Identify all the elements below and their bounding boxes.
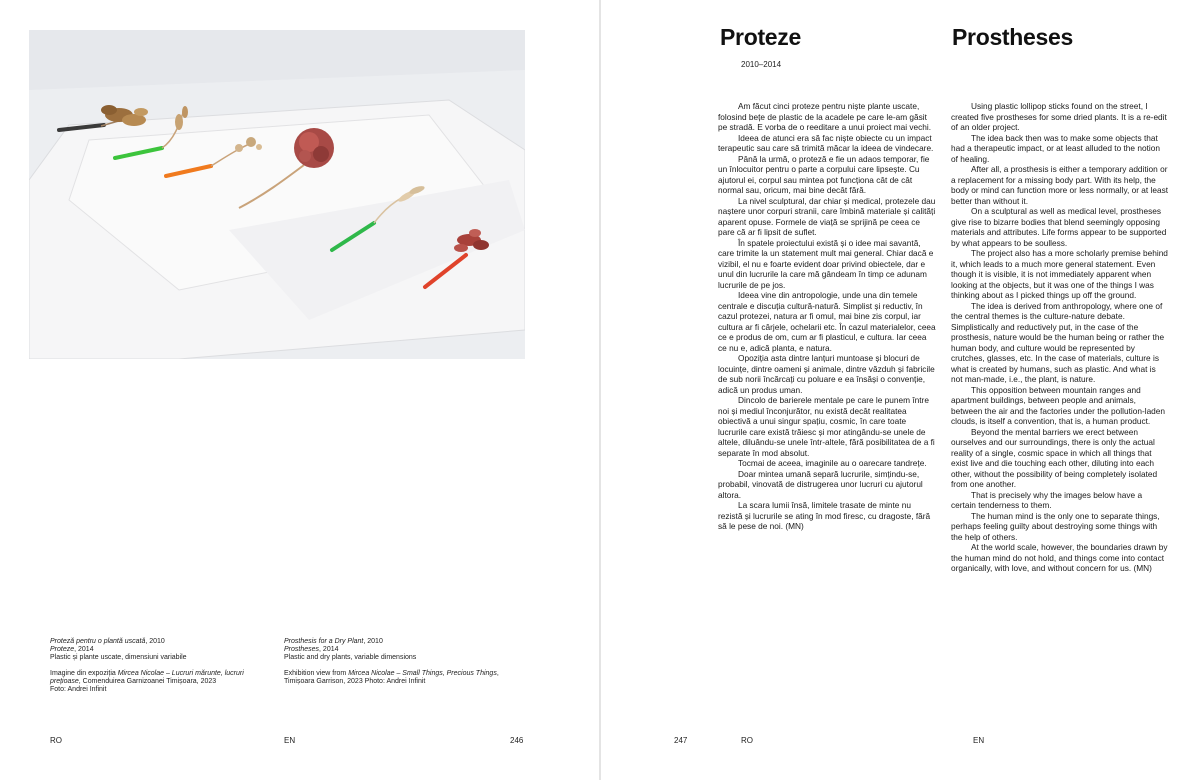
footer-lang-en-right: EN	[973, 736, 985, 745]
caption-ro-materials: Plastic și plante uscate, dimensiuni variabile	[50, 654, 187, 662]
en-paragraph: That is precisely why the images below have a certain tenderness to them.	[951, 489, 1143, 510]
caption-ro-exhibition-title: Mircea Nicolae – Lucruri mărunte, lucruri prețioase	[50, 669, 244, 685]
caption-ro-title-year: , 2010	[145, 638, 165, 645]
en-paragraph: The project also has a more scholarly premise behind it, which leads to a much more general statement. Even though it is visible, it is not immediately apparent when looking at the objects, but it was one of the things I was thinking about as I picked things up off the ground.	[951, 248, 1168, 300]
caption-ro-series-line	[50, 646, 270, 654]
caption-en-exhibition	[284, 670, 504, 686]
en-paragraph: The idea back then was to make some objects that had a therapeutic impact, or at least alluded to the notion of healing.	[951, 132, 1160, 164]
body-text-en	[951, 101, 1169, 574]
footer-lang-ro-left: RO	[50, 736, 62, 745]
caption-ro-credit: Foto: Andrei Infinit	[50, 686, 107, 694]
caption-en-exhibition-title: Mircea Nicolae – Small Things, Precious Things	[348, 669, 497, 677]
caption-en-title: Prosthesis for a Dry Plant	[284, 638, 364, 645]
ro-paragraph: Am făcut cinci proteze pentru niște plante uscate, folosind bețe de plastic de la acadele pe care le-am găsit pe stradă. E vorba de o reeditare a unui proiect mai vechi.	[718, 101, 932, 132]
ro-paragraph: La scara lumii însă, limitele trasate de minte nu rezistă și lucrurile se ating în mod firesc, cu dragoste, fără să le pese de noi. (MN)	[718, 500, 931, 531]
caption-ro-title-line	[50, 638, 270, 646]
right-page	[601, 0, 1200, 780]
caption-en-exhibition-prefix: Exhibition view from	[284, 669, 349, 677]
caption-ro-series-year: , 2014	[74, 646, 94, 654]
en-paragraph: The human mind is the only one to separate things, perhaps feeling guilty about destroying some things with the help of others.	[951, 510, 1160, 542]
caption-en-materials: Plastic and dry plants, variable dimensions	[284, 654, 417, 662]
caption-ro	[50, 638, 270, 694]
caption-ro-exhibition	[50, 670, 270, 686]
ro-paragraph: Ideea vine din antropologie, unde una din temele centrale e discuția cultură-natură. Simplist și reductiv, în cazul protezei, natura ar fi omul, mai bine zis corpul, iar cultura ar fi cârjele, ochelarii etc. În cazul materialelor, ceea ce e produs de om, cum ar fi plasticul, e cultura. Iar ceea ce nu e, adică planta, e natura.	[718, 290, 936, 353]
en-paragraph: Using plastic lollipop sticks found on the street, I created five prostheses for some dried plants. It is a re-edit of an older project.	[951, 101, 1167, 132]
en-paragraph: On a sculptural as well as medical level, prostheses give rise to bizarre bodies that blend seemingly opposing materials and attributes. Life forms appear to be supported by what appears to be soulless.	[951, 206, 1167, 248]
caption-en-series-year: , 2014	[319, 646, 339, 654]
caption-ro-series: Proteze	[50, 646, 75, 654]
ro-paragraph: Doar mintea umană separă lucrurile, simțindu-se, probabil, vinovată de distrugerea unor lucruri cu ajutorul altora.	[718, 468, 923, 500]
title-ro: Proteze	[720, 24, 801, 50]
ro-paragraph: La nivel sculptural, dar chiar și medical, protezele dau naștere unor corpuri stranii, care îmbină materiale și calități aparent opuse. Formele de viață se sprijină pe ceea ce pare că ar fi lipsit de suflet.	[718, 195, 936, 237]
ro-paragraph: În spatele proiectului există și o idee mai savantă, care trimite la un statement mult mai general. Chiar dacă e vizibil, el nu e foarte evident doar privind obiectele, dar e unul din lucrurile la care mă gândeam în timp ce adunam lucrurile de pe jos.	[718, 237, 934, 290]
title-en: Prostheses	[952, 24, 1074, 50]
caption-ro-exhibition-suffix: , Comenduirea Garnizoanei Timișoara, 2023	[78, 677, 217, 685]
ro-paragraph: Dincolo de barierele mentale pe care le punem între noi și mediul înconjurător, nu există decât realitatea obiectivă a unui singur spațiu, cosmic, în care toate lucrurile care există trăiesc și mor atingându-se unele de altele, diluându-se unele într-altele, fără posibilitatea de a fi separate în mod absolut.	[718, 395, 935, 458]
en-paragraph: After all, a prosthesis is either a temporary addition or a replacement for a missing body part. With its help, the body or mind can function more or less normally, or at least better than without it.	[951, 164, 1169, 206]
footer-lang-ro-right: RO	[741, 736, 753, 745]
page-number-left: 246	[510, 736, 524, 745]
photo-illustration	[29, 30, 525, 359]
en-paragraph: Beyond the mental barriers we erect between ourselves and our surroundings, there is only the actual reality of a single, cosmic space in which all things that exist live and die touching each other, diluting into each other, without the possibility of being completely isolated from one another.	[951, 426, 1158, 489]
en-paragraph: At the world scale, however, the boundaries drawn by the human mind do not hold, and things come into contact organically, with love, and without concern for us. (MN)	[951, 542, 1168, 573]
caption-ro-exhibition-prefix: Imagine din expoziția	[50, 669, 118, 677]
exhibition-photo	[29, 30, 525, 359]
caption-en-title-line	[284, 638, 504, 646]
caption-ro-title: Proteză pentru o plantă uscată	[50, 638, 146, 645]
ro-paragraph: Tocmai de aceea, imaginile au o oarecare tandrețe.	[738, 458, 927, 468]
page-number-right: 247	[674, 736, 688, 745]
caption-en	[284, 638, 504, 686]
en-paragraph: This opposition between mountain ranges and apartment buildings, between people and animals, between the air and the factories under the pollution-laden clouds, is itself a convention, that is, a human product.	[951, 384, 1166, 426]
ro-paragraph: Până la urmă, o proteză e fie un adaos temporar, fie un înlocuitor pentru o parte a corpului care lipsește. Cu ajutorul ei, corpul sau mintea pot funcționa cât de cât normal sau, oricum, mai bine decât fără.	[718, 153, 930, 195]
en-paragraph: The idea is derived from anthropology, where one of the central themes is the culture-nature debate. Simplistically and reductively put, in the case of the prosthesis, nature would be the human being or rather the human body, and culture would be represented by crutches, glasses, etc. In the case of materials, culture is what is created by humans, such as plastic. And what is not man-made, i.e., the plant, is nature.	[951, 300, 1165, 384]
ro-paragraph: Ideea de atunci era să fac niște obiecte cu un impact terapeutic sau care să trimită măcar la ideea de vindecare.	[718, 132, 934, 153]
project-years: 2010–2014	[741, 60, 782, 69]
footer-lang-en-left: EN	[284, 736, 296, 745]
left-page	[0, 0, 599, 780]
caption-en-series-line	[284, 646, 504, 654]
ro-paragraph: Opoziția asta dintre lanțuri muntoase și blocuri de locuințe, dintre oameni și animale, dintre văzduh și fabricile de sub norii încărcați cu poluare e ea însăși o convenție, adică un produs uman.	[718, 353, 935, 395]
caption-en-exhibition-suffix: , Timișoara Garrison, 2023 Photo: Andrei Infinit	[284, 669, 499, 685]
caption-en-series: Prostheses	[284, 646, 320, 654]
body-text-ro	[718, 101, 936, 532]
caption-en-title-year: , 2010	[363, 638, 383, 645]
